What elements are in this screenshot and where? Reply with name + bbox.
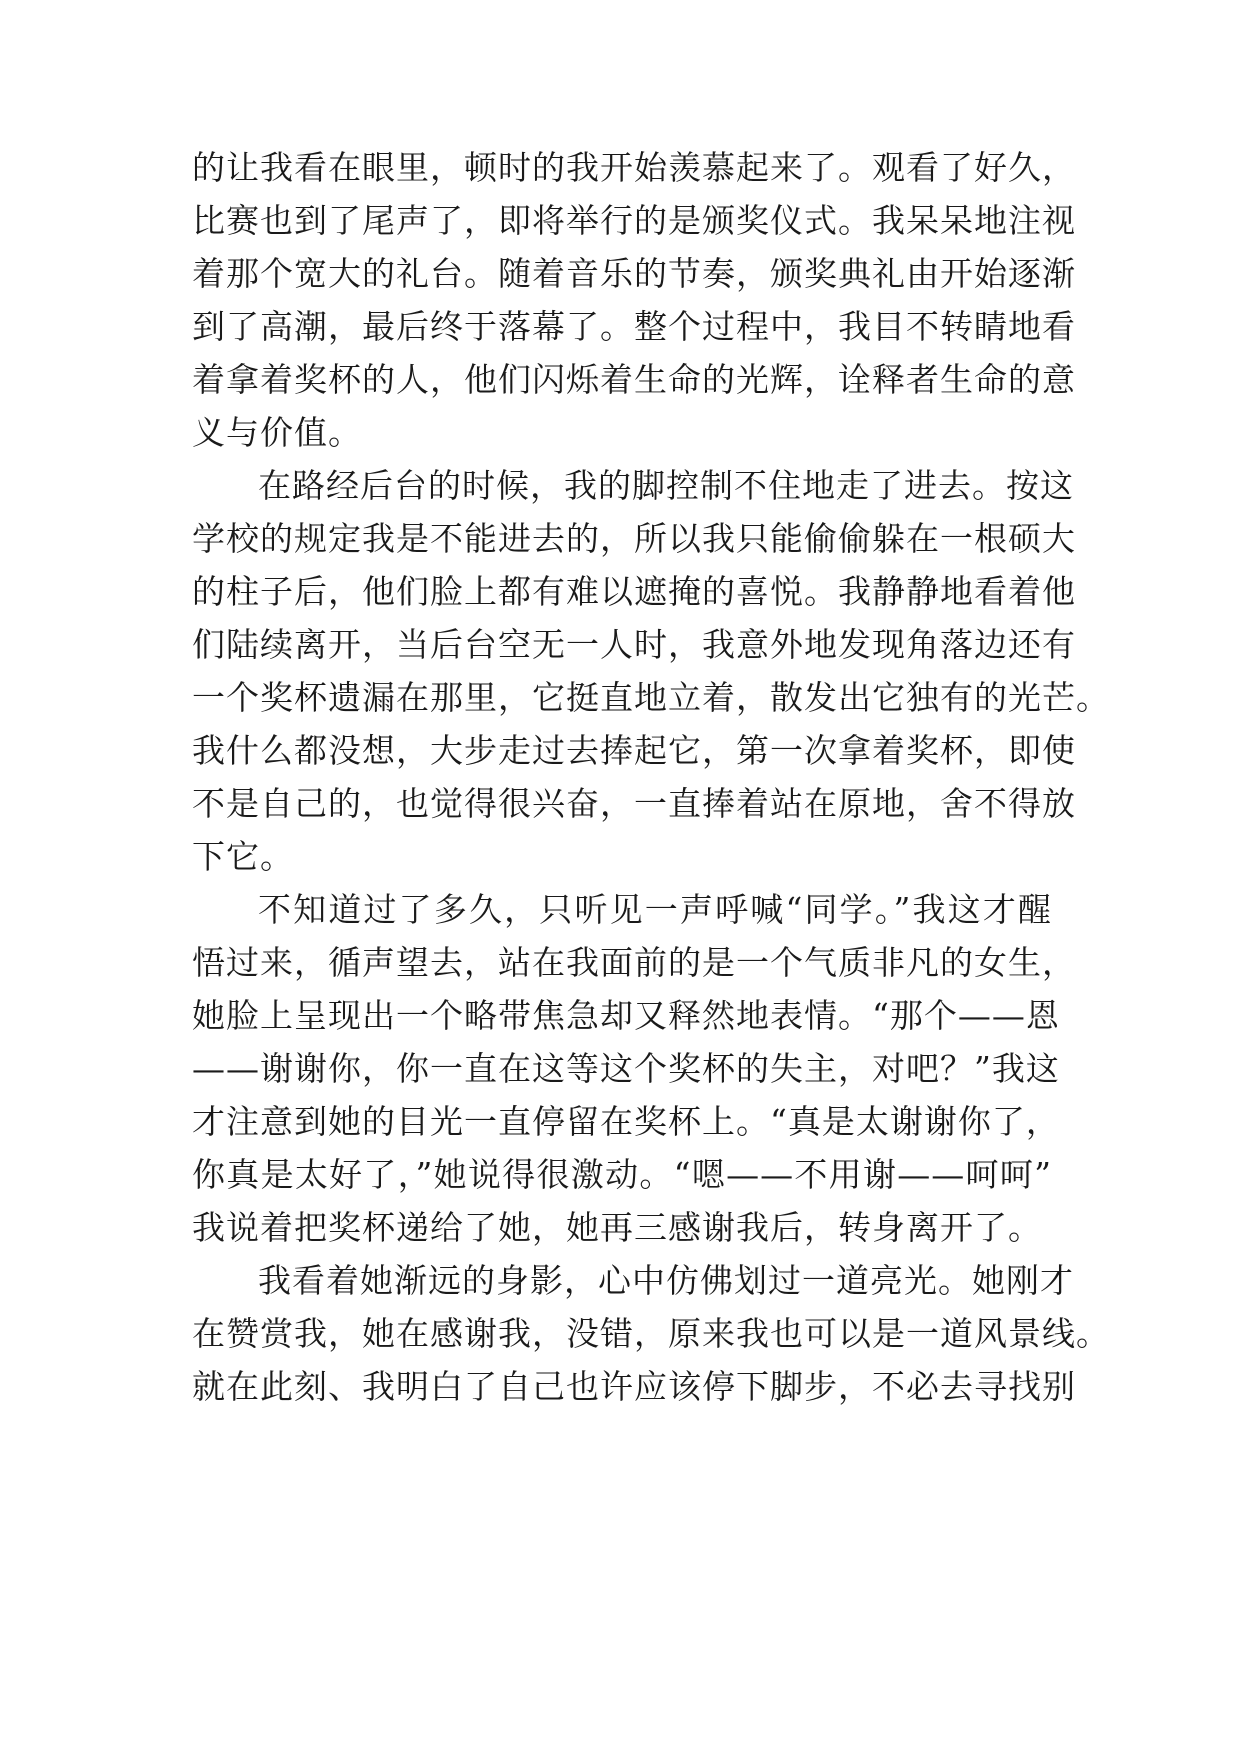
paragraph-first-line: 我看着她渐远的身影，心中仿佛划过一道亮光。她刚才: [258, 1261, 1074, 1300]
text-line: 才注意到她的目光一直停留在奖杯上。“真是太谢谢你了，: [192, 1102, 1060, 1141]
text-line: 悟过来，循声望去，站在我面前的是一个气质非凡的女生，: [192, 943, 1076, 982]
paragraph-first-line: 在路经后台的时候，我的脚控制不住地走了进去。按这: [258, 466, 1074, 505]
text-line: ——谢谢你，你一直在这等这个奖杯的失主，对吧？”我这: [192, 1049, 1060, 1088]
text-line: 的柱子后，他们脸上都有难以遮掩的喜悦。我静静地看着他: [192, 572, 1076, 611]
text-line: 在赞赏我，她在感谢我，没错，原来我也可以是一道风景线。: [192, 1314, 1110, 1353]
text-line: 下它。: [192, 837, 294, 876]
text-line: 们陆续离开，当后台空无一人时，我意外地发现角落边还有: [192, 625, 1076, 664]
text-line: 学校的规定我是不能进去的，所以我只能偷偷躲在一根硕大: [192, 519, 1076, 558]
text-line: 我什么都没想，大步走过去捧起它，第一次拿着奖杯，即使: [192, 731, 1076, 770]
text-line: 一个奖杯遗漏在那里，它挺直地立着，散发出它独有的光芒。: [192, 678, 1110, 717]
text-line: 到了高潮，最后终于落幕了。整个过程中，我目不转睛地看: [192, 307, 1076, 346]
text-line: 不是自己的，也觉得很兴奋，一直捧着站在原地，舍不得放: [192, 784, 1076, 823]
text-line: 她脸上呈现出一个略带焦急却又释然地表情。“那个——恩: [192, 996, 1060, 1035]
text-line: 的让我看在眼里，顿时的我开始羡慕起来了。观看了好久，: [192, 148, 1076, 187]
text-line: 义与价值。: [192, 413, 362, 452]
text-line: 你真是太好了，”她说得很激动。“嗯——不用谢——呵呵”: [192, 1155, 1052, 1194]
text-line: 着那个宽大的礼台。随着音乐的节奏，颁奖典礼由开始逐渐: [192, 254, 1076, 293]
text-line: 就在此刻、我明白了自己也许应该停下脚步，不必去寻找别: [192, 1367, 1076, 1406]
text-line: 比赛也到了尾声了，即将举行的是颁奖仪式。我呆呆地注视: [192, 201, 1076, 240]
text-line: 我说着把奖杯递给了她，她再三感谢我后，转身离开了。: [192, 1208, 1042, 1247]
paragraph-first-line: 不知道过了多久，只听见一声呼喊“同学。”我这才醒: [258, 890, 1052, 929]
text-line: 着拿着奖杯的人，他们闪烁着生命的光辉，诠释者生命的意: [192, 360, 1076, 399]
